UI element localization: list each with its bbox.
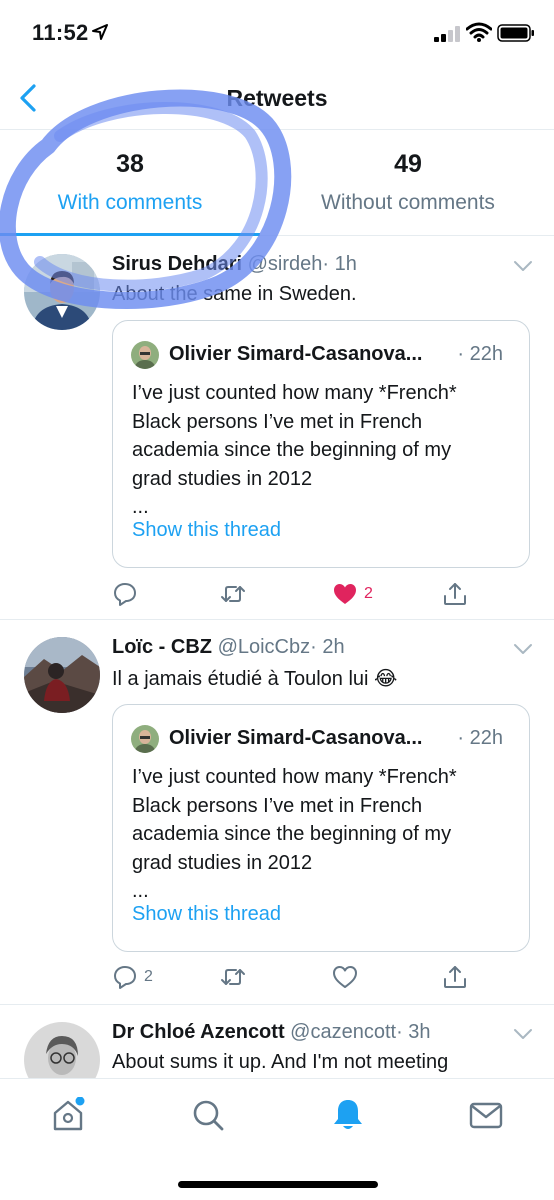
author-handle: @cazencott: [290, 1021, 397, 1043]
active-tab-indicator: [0, 233, 260, 236]
chevron-down-icon[interactable]: [512, 642, 534, 656]
tab-label: With comments: [57, 191, 203, 214]
quoted-tweet-card[interactable]: [112, 320, 530, 568]
tab-search[interactable]: [190, 1097, 226, 1133]
author-name[interactable]: Dr Chloé Azencott: [112, 1021, 285, 1043]
tweet-actions: [112, 962, 532, 992]
tweet-item[interactable]: [0, 620, 554, 1005]
battery-icon: [497, 24, 535, 42]
like-button[interactable]: [332, 962, 364, 992]
tweet-text: Il a jamais étudié à Toulon lui 😂: [112, 668, 398, 690]
page-title: Retweets: [226, 85, 328, 111]
quoted-text-line: Black persons I’ve met in French: [132, 410, 423, 433]
quoted-text-line: I’ve just counted how many *French*: [132, 382, 457, 404]
avatar[interactable]: [24, 254, 100, 330]
chevron-down-icon[interactable]: [512, 1027, 534, 1041]
reply-icon: [112, 581, 138, 607]
quoted-time: · 22h: [457, 343, 503, 365]
quoted-text: [132, 379, 517, 522]
avatar[interactable]: [24, 1022, 100, 1078]
like-button[interactable]: [332, 579, 373, 609]
quoted-avatar: [131, 341, 159, 369]
avatar[interactable]: [24, 637, 100, 713]
retweet-icon: [220, 964, 246, 990]
quoted-text-line: academia since the beginning of my: [132, 823, 452, 845]
tweet-time: · 2h: [310, 636, 345, 658]
author-handle: @LoicCbz: [217, 636, 311, 658]
quoted-header: [169, 343, 513, 366]
tweet-header: [112, 253, 494, 276]
quoted-text-line: grad studies in 2012: [132, 467, 313, 490]
search-icon: [190, 1097, 226, 1133]
share-button[interactable]: [442, 579, 468, 609]
tweet-time: · 1h: [322, 253, 357, 275]
author-name[interactable]: Loïc - CBZ: [112, 636, 212, 658]
quoted-tweet-card[interactable]: [112, 704, 530, 952]
retweet-icon: [220, 581, 246, 607]
tab-label: Without comments: [321, 191, 495, 214]
quoted-author-name: Olivier Simard-Casanova...: [169, 343, 423, 365]
tweet-text: About the same in Sweden.: [112, 283, 357, 305]
like-count: 2: [364, 585, 373, 602]
wifi-icon: [466, 22, 492, 42]
tab-notifications[interactable]: [330, 1097, 366, 1133]
tweet-actions: [112, 579, 532, 609]
quoted-avatar: [131, 725, 159, 753]
heart-icon: [332, 964, 358, 990]
reply-icon: [112, 964, 138, 990]
tweet-text: About sums it up. And I'm not meeting: [112, 1051, 449, 1073]
show-thread-link[interactable]: Show this thread: [132, 903, 281, 925]
tweet-item[interactable]: [0, 237, 554, 620]
tab-home[interactable]: [50, 1097, 86, 1133]
heart-filled-icon: [332, 581, 358, 607]
tweet-time: · 3h: [396, 1021, 431, 1043]
reply-button[interactable]: [112, 962, 153, 992]
tab-without-comments[interactable]: [278, 131, 538, 235]
retweet-button[interactable]: [220, 962, 246, 992]
author-handle: @sirdeh: [247, 253, 323, 275]
quoted-text-line: grad studies in 2012: [132, 851, 313, 874]
chevron-down-icon[interactable]: [512, 259, 534, 273]
share-icon: [442, 581, 468, 607]
tab-with-comments[interactable]: [0, 131, 260, 235]
avatar-photo: [24, 254, 100, 330]
tweet-header: [112, 1021, 494, 1044]
retweet-button[interactable]: [220, 579, 246, 609]
share-icon: [442, 964, 468, 990]
quoted-text-line: I’ve just counted how many *French*: [132, 766, 457, 788]
reply-button[interactable]: [112, 579, 144, 609]
status-bar: [0, 0, 554, 66]
author-name[interactable]: Sirus Dehdari: [112, 253, 243, 275]
home-icon: [50, 1097, 86, 1133]
avatar-photo: [24, 637, 100, 713]
tweet-header: [112, 636, 494, 659]
quoted-text-line: Black persons I’ve met in French: [132, 794, 423, 817]
mail-icon: [468, 1097, 504, 1133]
home-indicator: [178, 1181, 378, 1188]
quoted-text-line: academia since the beginning of my: [132, 439, 452, 461]
quoted-text-line: ...: [132, 880, 149, 902]
quoted-text: [132, 763, 517, 906]
quoted-text-line: ...: [132, 496, 149, 518]
bell-icon: [330, 1097, 366, 1133]
nav-header: [0, 66, 554, 130]
retweet-tabs: [0, 131, 554, 236]
tab-count: 38: [116, 150, 144, 178]
share-button[interactable]: [442, 962, 468, 992]
quoted-time: · 22h: [457, 727, 503, 749]
status-time: 11:52: [32, 20, 89, 45]
show-thread-link[interactable]: Show this thread: [132, 519, 281, 541]
cellular-signal-icon: [434, 26, 462, 42]
reply-count: 2: [144, 968, 153, 985]
tab-count: 49: [394, 150, 422, 178]
tweet-item[interactable]: [0, 1005, 554, 1078]
quoted-author-name: Olivier Simard-Casanova...: [169, 727, 423, 749]
bottom-tab-bar: [0, 1078, 554, 1200]
quoted-header: [169, 727, 513, 750]
avatar-photo: [24, 1022, 100, 1078]
location-arrow-icon: [92, 24, 108, 40]
tab-messages[interactable]: [468, 1097, 504, 1133]
